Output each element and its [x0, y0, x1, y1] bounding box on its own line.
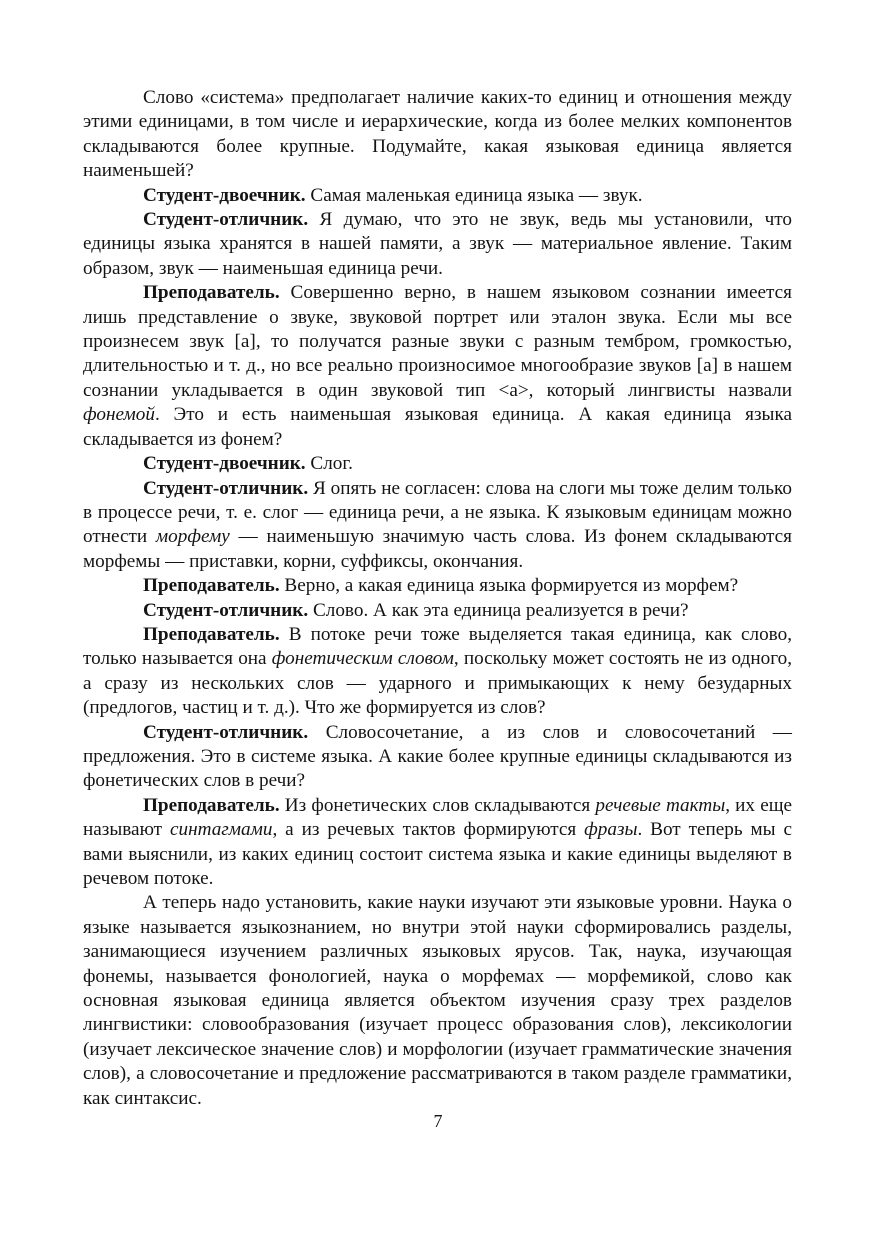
speaker-label: Преподаватель.	[143, 575, 280, 597]
speaker-label: Преподаватель.	[143, 623, 280, 645]
speaker-label: Преподаватель.	[143, 282, 280, 304]
term-italic: речевые такты	[595, 794, 726, 816]
paragraph: Студент-отличник. Слово. А как эта единица реализуется в речи?	[143, 599, 689, 621]
paragraph: Студент-отличник. Я думаю, что это не звук, ведь мы установили, что единицы языка хранятся в нашей памяти, а звук — материальное явление. Таким образом, звук — наименьшая единица речи.	[83, 209, 792, 279]
paragraph: Преподаватель. В потоке речи тоже выделяется такая единица, как слово, только называется она фонетическим словом, поскольку может состоять не из одного, а сразу из нескольких слов — ударного и примыкающих к нему безударных (предлогов, частиц и т. д.). Что же формируется из слов?	[83, 623, 792, 719]
speaker-label: Преподаватель.	[143, 794, 280, 816]
term-italic: фразы	[584, 819, 638, 841]
paragraph: Студент-отличник. Я опять не согласен: слова на слоги мы тоже делим только в процессе речи, т. е. слог — единица речи, а не языка. К языковым единицам можно отнести морфему — наименьшую значимую часть слова. Из фонем складываются морфемы — приставки, корни, суффиксы, окончания.	[83, 477, 792, 572]
paragraph: Преподаватель. Совершенно верно, в нашем языковом сознании имеется лишь представление о звуке, звуковой портрет или эталон звука. Если мы все произнесем звук [а], то получатся разные звуки с разным тембром, громкостью, длительностью и т. д., но все реально произносимое многообразие звуков [а] в нашем сознании укладывается в один звуковой тип <а>, который лингвисты назвали фонемой. Это и есть наименьшая языковая единица. А какая единица языка складывается из фонем?	[83, 282, 792, 450]
speaker-label: Студент-отличник.	[143, 477, 309, 499]
speaker-label: Студент-отличник.	[143, 209, 309, 231]
term-italic: морфему	[155, 526, 230, 548]
term-italic: фонемой	[83, 404, 155, 426]
page-body	[83, 86, 792, 1111]
paragraph: Студент-отличник. Словосочетание, а из слов и словосочетаний — предложения. Это в системе языка. А какие более крупные единицы складываются из фонетических слов в речи?	[83, 721, 792, 792]
speaker-label: Студент-отличник.	[143, 721, 309, 743]
page-number: 7	[433, 1111, 443, 1131]
paragraph: Студент-двоечник. Слог.	[143, 453, 353, 475]
speaker-label: Студент-двоечник.	[143, 184, 306, 206]
speaker-label: Студент-отличник.	[143, 599, 309, 621]
paragraph: Слово «система» предполагает наличие каких-то единиц и отношения между этими единицами, в том числе и иерархические, когда из более мелких компонентов складываются более крупные. Подумайте, какая языковая единица является наименьшей?	[83, 87, 792, 182]
term-italic: синтагмами	[169, 819, 273, 841]
paragraph: Студент-двоечник. Самая маленькая единица языка — звук.	[143, 184, 643, 206]
paragraph: Преподаватель. Верно, а какая единица языка формируется из морфем?	[143, 575, 739, 597]
paragraph: А теперь надо установить, какие науки изучают эти языковые уровни. Наука о языке называется языкознанием, но внутри этой науки сформировались разделы, занимающиеся изучением различных языковых ярусов. Так, наука, изучающая фонемы, называется фонологией, наука о морфемах — морфемикой, слово как основная языковая единица является объектом изучения сразу трех разделов лингвистики: словообразования (изучает процесс образования слов), лексикологии (изучает лексическое значение слов) и морфологии (изучает грамматические значения слов), а словосочетание и предложение рассматриваются в таком разделе грамматики, как синтаксис.	[83, 892, 792, 1109]
term-italic: фонетическим словом	[271, 648, 454, 670]
paragraph: Преподаватель. Из фонетических слов складываются речевые такты, их еще называют синтагмами, а из речевых тактов формируются фразы. Вот теперь мы с вами выяснили, из каких единиц состоит система языка и какие единицы выделяют в речевом потоке.	[83, 794, 793, 889]
speaker-label: Студент-двоечник.	[143, 453, 306, 475]
